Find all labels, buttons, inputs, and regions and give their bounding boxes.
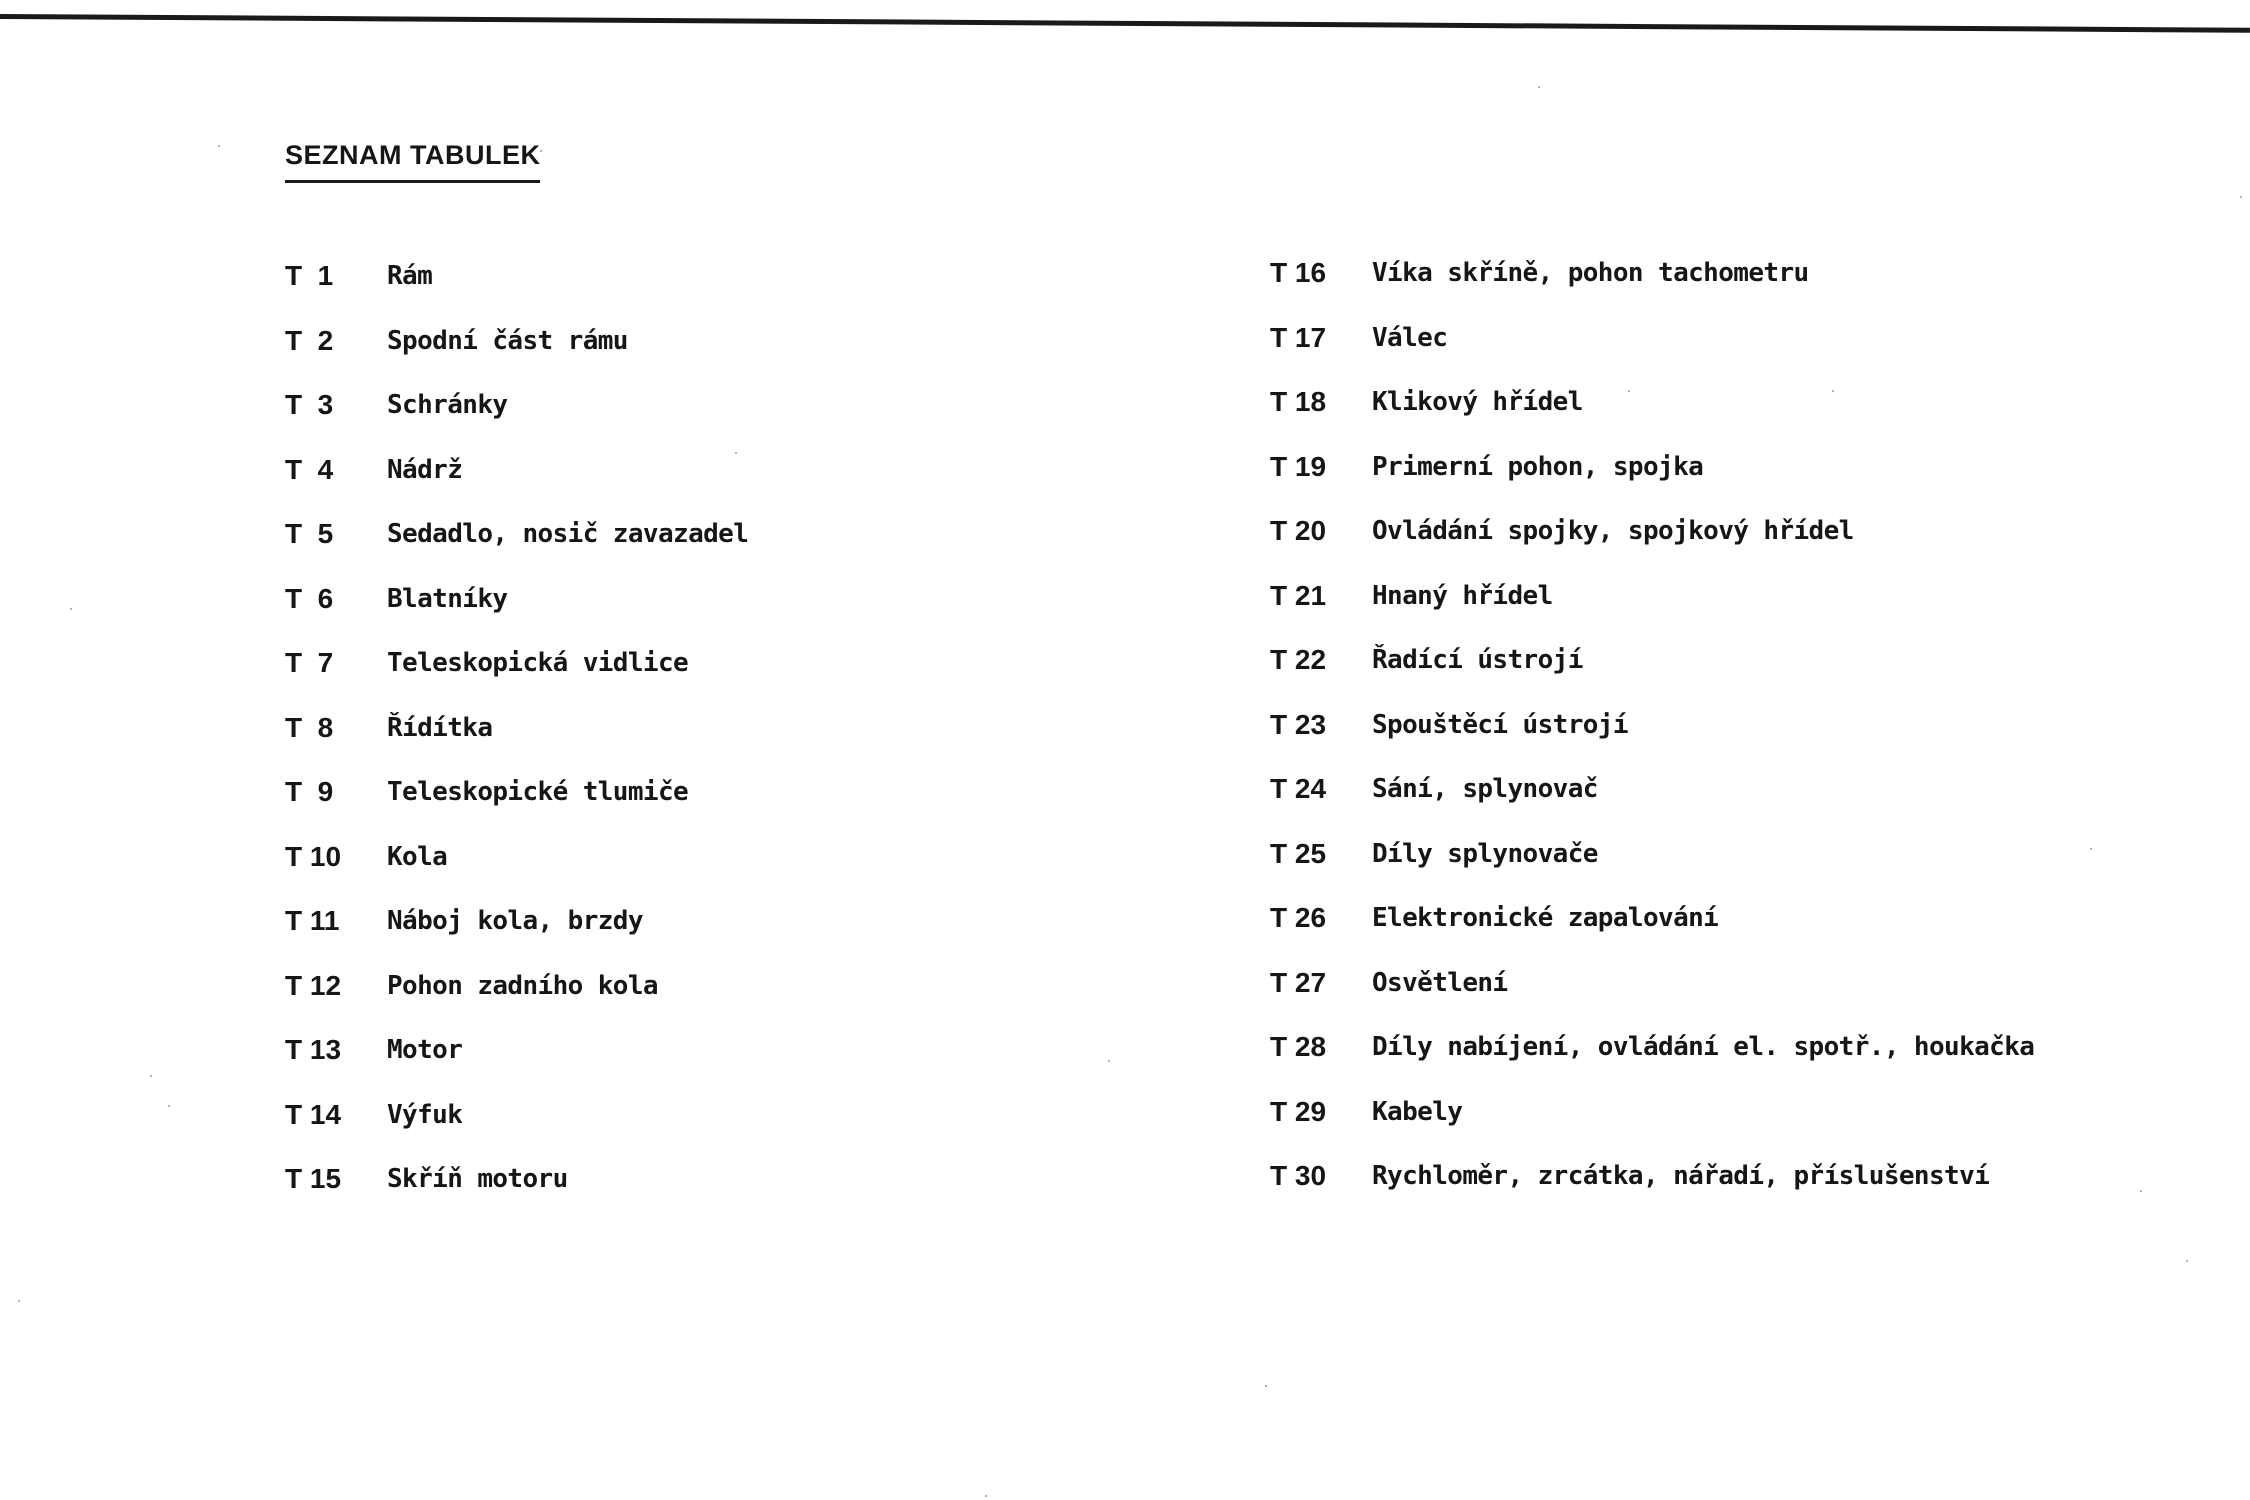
table-title: Výfuk xyxy=(387,1099,463,1130)
table-number: T 1 xyxy=(285,260,334,292)
table-title: Teleskopická vidlice xyxy=(387,648,689,679)
table-list-right xyxy=(1270,241,2034,1209)
table-number: T 22 xyxy=(1270,644,1327,676)
table-number: T 10 xyxy=(285,840,342,872)
table-number: T 21 xyxy=(1270,579,1327,611)
table-number: T 19 xyxy=(1270,450,1327,482)
table-number: T 25 xyxy=(1270,837,1327,869)
table-number: T 24 xyxy=(1270,773,1327,805)
list-item xyxy=(285,1083,748,1148)
table-title: Elektronické zapalování xyxy=(1372,903,1719,934)
table-number: T 28 xyxy=(1270,1031,1327,1063)
list-item xyxy=(1270,241,2034,306)
scan-speck xyxy=(1832,390,1834,392)
list-item xyxy=(1270,1144,2034,1209)
table-title: Díly splynovače xyxy=(1372,838,1598,869)
scan-speck xyxy=(2090,848,2092,850)
table-title: Kabely xyxy=(1372,1096,1463,1127)
table-number: T 9 xyxy=(285,776,334,808)
scan-speck xyxy=(2240,196,2242,198)
table-title: Řídítka xyxy=(387,712,493,743)
list-item xyxy=(1270,306,2034,371)
list-item xyxy=(285,954,748,1019)
table-number: T 30 xyxy=(1270,1160,1327,1192)
list-item xyxy=(285,373,748,438)
table-number: T 12 xyxy=(285,969,342,1001)
table-number: T 15 xyxy=(285,1163,342,1195)
list-item xyxy=(1270,435,2034,500)
list-item xyxy=(1270,1015,2034,1080)
table-number: T 26 xyxy=(1270,902,1327,934)
table-title: Kola xyxy=(387,841,448,872)
table-number: T 2 xyxy=(285,324,334,356)
table-number: T 13 xyxy=(285,1034,342,1066)
list-item xyxy=(285,889,748,954)
scan-speck xyxy=(985,1495,987,1497)
list-item xyxy=(285,631,748,696)
list-item xyxy=(285,825,748,890)
table-title: Pohon zadního kola xyxy=(387,970,658,1001)
list-item xyxy=(285,502,748,567)
scan-speck xyxy=(1108,1060,1110,1062)
table-number: T 29 xyxy=(1270,1095,1327,1127)
table-title: Teleskopické tlumiče xyxy=(387,777,689,808)
table-title: Díly nabíjení, ovládání el. spotř., houkačka xyxy=(1372,1032,2035,1063)
table-number: T 16 xyxy=(1270,257,1327,289)
table-title: Hnaný hřídel xyxy=(1372,580,1553,611)
table-title: Sedadlo, nosič zavazadel xyxy=(387,519,749,550)
table-number: T 18 xyxy=(1270,386,1327,418)
scan-speck xyxy=(2140,1190,2142,1192)
page-title: SEZNAM TABULEK xyxy=(285,140,540,183)
table-number: T 23 xyxy=(1270,708,1327,740)
list-item xyxy=(1270,951,2034,1016)
list-item xyxy=(285,1018,748,1083)
table-title: Skříň motoru xyxy=(387,1164,568,1195)
table-title: Ovládání spojky, spojkový hřídel xyxy=(1372,516,1854,547)
scan-speck xyxy=(1628,390,1630,392)
scan-speck xyxy=(218,145,220,147)
table-title: Víka skříně, pohon tachometru xyxy=(1372,258,1809,289)
list-item xyxy=(285,309,748,374)
table-title: Osvětlení xyxy=(1372,967,1508,998)
list-item xyxy=(1270,693,2034,758)
scan-speck xyxy=(18,1300,20,1302)
list-item xyxy=(285,760,748,825)
list-item xyxy=(285,1147,748,1212)
scan-speck xyxy=(150,1075,152,1077)
list-item xyxy=(285,696,748,761)
table-title: Válec xyxy=(1372,322,1448,353)
scan-speck xyxy=(540,150,542,152)
list-item xyxy=(285,244,748,309)
table-number: T 3 xyxy=(285,389,334,421)
table-title: Rám xyxy=(387,261,433,292)
list-item xyxy=(285,438,748,503)
table-title: Blatníky xyxy=(387,583,508,614)
list-item xyxy=(285,567,748,632)
table-number: T 17 xyxy=(1270,321,1327,353)
table-title: Nádrž xyxy=(387,454,463,485)
table-title: Sání, splynovač xyxy=(1372,774,1598,805)
list-item xyxy=(1270,1080,2034,1145)
table-number: T 14 xyxy=(285,1098,342,1130)
table-title: Schránky xyxy=(387,390,508,421)
list-item xyxy=(1270,564,2034,629)
table-title: Klikový hřídel xyxy=(1372,387,1583,418)
table-title: Spodní část rámu xyxy=(387,325,628,356)
list-item xyxy=(1270,886,2034,951)
table-number: T 20 xyxy=(1270,515,1327,547)
table-title: Motor xyxy=(387,1035,463,1066)
list-item xyxy=(1270,370,2034,435)
table-list-left xyxy=(285,244,748,1212)
scan-speck xyxy=(70,608,72,610)
table-title: Náboj kola, brzdy xyxy=(387,906,643,937)
table-number: T 6 xyxy=(285,582,334,614)
scan-speck xyxy=(168,1105,170,1107)
scan-speck xyxy=(2186,1260,2188,1262)
scan-speck xyxy=(1265,1385,1267,1387)
top-rule xyxy=(0,14,2250,33)
table-title: Rychloměr, zrcátka, nářadí, příslušenství xyxy=(1372,1161,1990,1192)
table-number: T 27 xyxy=(1270,966,1327,998)
list-item xyxy=(1270,822,2034,887)
table-title: Řadící ústrojí xyxy=(1372,645,1583,676)
scan-speck xyxy=(735,452,737,454)
table-number: T 4 xyxy=(285,453,334,485)
table-number: T 7 xyxy=(285,647,334,679)
table-number: T 8 xyxy=(285,711,334,743)
list-item xyxy=(1270,628,2034,693)
table-number: T 11 xyxy=(285,905,340,937)
table-number: T 5 xyxy=(285,518,334,550)
scan-speck xyxy=(1538,86,1540,88)
list-item xyxy=(1270,499,2034,564)
table-title: Spouštěcí ústrojí xyxy=(1372,709,1628,740)
list-item xyxy=(1270,757,2034,822)
table-title: Primerní pohon, spojka xyxy=(1372,451,1704,482)
